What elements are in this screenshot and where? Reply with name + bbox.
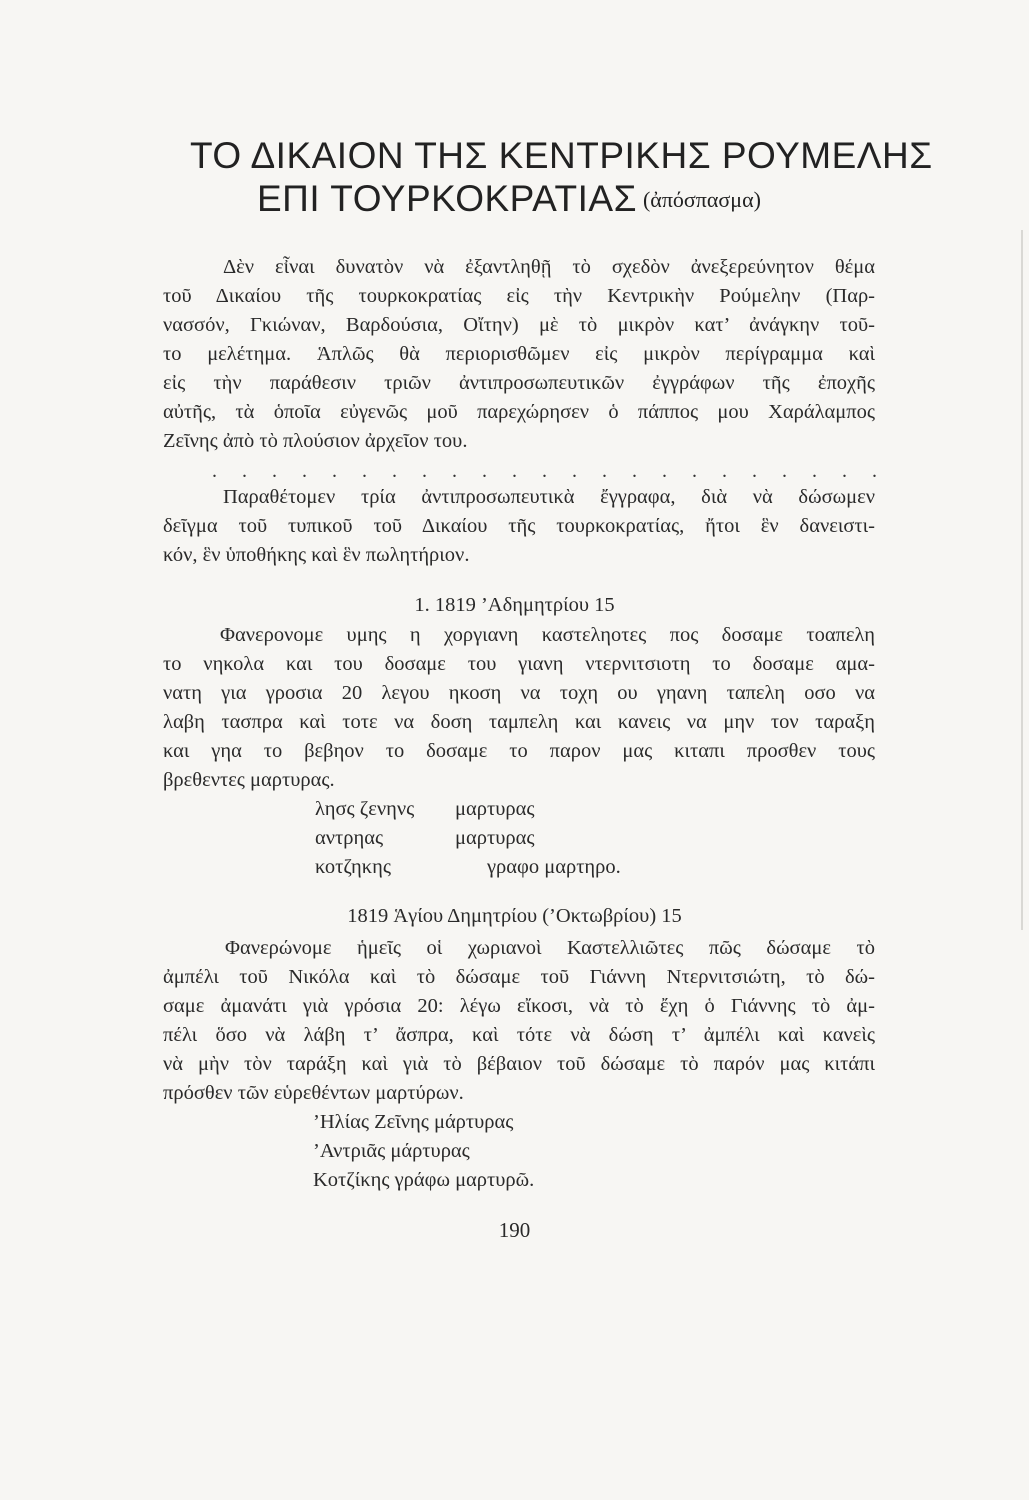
doc2-line-1: Φανερώνομε ἡμεῖς οἱ χωριανοὶ Καστελλιῶτες πῶς δώσαμε τὸ [225,937,875,959]
intro-line-1: Δὲν εἶναι δυνατὸν νὰ ἐξαντληθῇ τὸ σχεδὸν ἀνεξερεύνητον θέμα [223,256,875,278]
doc2-line-4: πέλι ὅσο νὰ λάβη τ’ ἄσπρα, καὶ τότε νὰ δώση τ’ ἀμπέλι καὶ κανεὶς [163,1024,875,1046]
dot: . [212,460,217,482]
doc1-line-1: Φανερονομε υμης η χοργιανη καστεληοτες πος δοσαμε τοαπελη [220,624,875,646]
intro-line-2: τοῦ Δικαίου τῆς τουρκοκρατίας εἰς τὴν Κεντρικὴν Ρούμελην (Παρ- [163,285,875,307]
dot: . [332,460,337,482]
intro-line-5: εἰς τὴν παράθεσιν τριῶν ἀντιπροσωπευτικῶν ἐγγράφων τῆς ἐποχῆς [163,372,875,394]
dot: . [812,460,817,482]
dot: . [242,460,247,482]
doc1-signature-1-role: μαρτυρας [455,798,535,820]
dot: . [872,460,877,482]
doc1-line-4: λαβη τασπρα καὶ τοτε να δοση ταμπελη και κανεις να μην τον ταραξη [163,711,875,733]
doc2-line-2: ἀμπέλι τοῦ Νικόλα καὶ τὸ δώσαμε τοῦ Γιάννη Ντερνιτσιώτη, τὸ δώ- [163,966,875,988]
doc1-signature-1-name: λησς ζενηνς [315,798,415,820]
second-line-2: δεῖγμα τοῦ τυπικοῦ τοῦ Δικαίου τῆς τουρκοκρατίας, ἤτοι ἓν δανειστι- [163,515,875,537]
second-line-3: κόν, ἓν ὑποθήκης καὶ ἓν πωλητήριον. [163,544,470,566]
title-subtitle: (ἀπόσπασμα) [642,187,761,212]
doc2-line-3: σαμε ἀμανάτι γιὰ γρόσια 20: λέγω εἴκοσι, νὰ τὸ ἔχη ὁ Γιάννης τὸ ἀμ- [163,995,875,1017]
dot: . [602,460,607,482]
doc1-signature-2-name: αντρηας [315,827,384,849]
page-edge-line [1021,230,1023,930]
doc2-line-6: πρόσθεν τῶν εὑρεθέντων μαρτύρων. [163,1082,464,1104]
doc1-line-5: και γηα το βεβηον το δοσαμε το παρον μας κιταπι προσθεν τους [163,740,875,762]
intro-paragraph [163,253,875,456]
dot: . [842,460,847,482]
dot: . [752,460,757,482]
doc2-line-5: νὰ μὴν τὸν ταράξη καὶ γιὰ τὸ βέβαιον τοῦ δώσαμε τὸ παρόν μας κιτάπι [163,1053,875,1075]
second-line-1: Παραθέτομεν τρία ἀντιπροσωπευτικὰ ἔγγραφα, διὰ νὰ δώσωμεν [223,486,875,508]
doc1-heading: 1. 1819 ’Αδημητρίου 15 [414,594,615,616]
doc2-signature-3: Κοτζίκης γράφω μαρτυρῶ. [313,1169,535,1191]
dot: . [422,460,427,482]
dot: . [452,460,457,482]
intro-line-3: νασσόν, Γκιώναν, Βαρδούσια, Οἴτην) μὲ τὸ μικρὸν κατ’ ἀνάγκην τοῦ- [163,314,875,336]
dot: . [392,460,397,482]
doc2-signature-2: ’Αντριᾶς μάρτυρας [313,1140,470,1162]
doc1-body [163,621,875,795]
title-line-2 [257,178,957,220]
dot: . [542,460,547,482]
dot: . [572,460,577,482]
dotted-separator [212,460,877,483]
doc1-signature-2-role: μαρτυρας [455,827,535,849]
dot: . [632,460,637,482]
second-paragraph [163,483,875,570]
doc1-line-3: νατη για γροσια 20 λεγου ηκοση να τοχη ου γηανη ταπελη οσο να [163,682,875,704]
doc2-signature-1: ’Ηλίας Ζεῖνης μάρτυρας [313,1111,514,1133]
dot: . [302,460,307,482]
dot: . [782,460,787,482]
dot: . [512,460,517,482]
dot: . [272,460,277,482]
doc2-body [163,934,875,1108]
doc1-line-2: το νηκολα και του δοσαμε του γιανη ντερνιτσιοτη το δοσαμε αμα- [163,653,875,675]
dot: . [482,460,487,482]
dot: . [692,460,697,482]
dot: . [722,460,727,482]
doc1-line-6: βρεθεντες μαρτυρας. [163,769,335,791]
dot: . [662,460,667,482]
title-line-2-text: ΕΠΙ ΤΟΥΡΚΟΚΡΑΤΙΑΣ [257,178,637,219]
doc1-signature-3-role: γραφο μαρτηρο. [487,856,621,878]
page-number: 190 [498,1218,531,1242]
doc2-heading: 1819 Ἁγίου Δημητρίου (’Οκτωβρίου) 15 [347,905,682,927]
intro-line-7: Ζεῖνης ἀπὸ τὸ πλούσιον ἀρχεῖον του. [163,430,468,452]
title-line-1: ΤΟ ΔΙΚΑΙΟΝ ΤΗΣ ΚΕΝΤΡΙΚΗΣ ΡΟΥΜΕΛΗΣ [190,135,933,176]
intro-line-6: αὐτῆς, τὰ ὁποῖα εὐγενῶς μοῦ παρεχώρησεν ὁ πάππος μου Χαράλαμπος [163,401,875,423]
intro-line-4: το μελέτημα. Ἁπλῶς θὰ περιορισθῶμεν εἰς μικρὸν περίγραμμα καὶ [163,343,875,365]
dot: . [362,460,367,482]
doc1-signature-3-name: κοτζηκης [315,856,391,878]
